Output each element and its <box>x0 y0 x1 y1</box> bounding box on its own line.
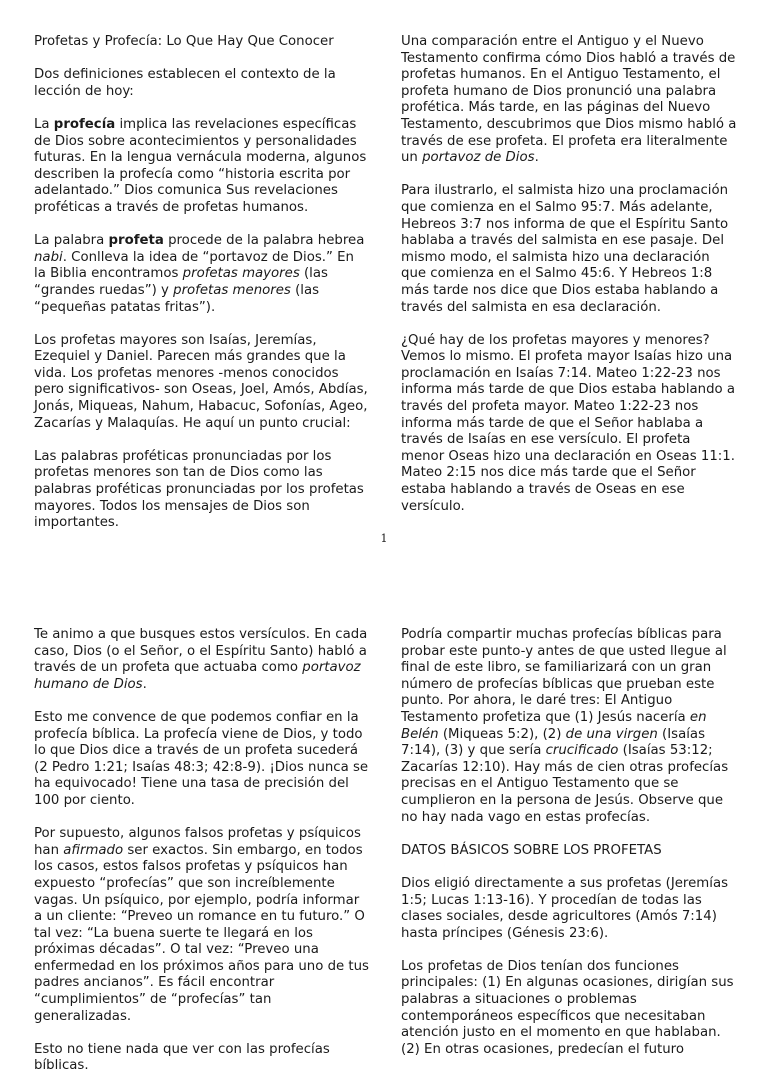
italic-term: profetas mayores <box>182 266 300 282</box>
italic-term: en Belén <box>401 709 707 742</box>
paragraph: Las palabras proféticas pronunciadas por los profetas menores son tan de Dios como las palabras proféticas pronunciadas por los profetas mayores. Todos los mensajes de Dios son importantes. <box>34 448 364 531</box>
page-1-right-column <box>401 34 737 532</box>
paragraph: Los profetas de Dios tenían dos funciones principales: (1) En algunas ocasiones, dirigían sus palabras a situaciones o problemas contemporáneos específicos que necesitaban atención justo en el momento en que hablaban. (2) En otras ocasiones, predecían el futuro <box>401 958 734 1057</box>
paragraph: Para ilustrarlo, el salmista hizo una proclamación que comienza en el Salmo 95:7. Más adelante, Hebreos 3:7 nos informa de que el Espíritu Santo hablaba a través del salmista en ese pasaje. Del mismo modo, el salmista hizo una declaración que comienza en el Salmo 45:6. Y Hebreos 1:8 más tarde nos dice que Dios estaba hablando a través del salmista en esa declaración. <box>401 183 729 315</box>
paragraph: Dos definiciones establecen el contexto de la lección de hoy: <box>34 67 336 99</box>
bold-term: profecía <box>53 116 116 132</box>
italic-term: afirmado <box>63 842 124 858</box>
document-page-2 <box>0 580 768 1074</box>
paragraph: ¿Qué hay de los profetas mayores y menores? Vemos lo mismo. El profeta mayor Isaías hizo una proclamación en Isaías 7:14. Mateo 1:22-23 nos informa más tarde de que Dios estaba hablando a través del profeta mayor. Mateo 1:22-23 nos informa más tarde de que el Señor hablaba a través de Isaías en ese versículo. El profeta menor Oseas hizo una declaración en Oseas 11:1. Mateo 2:15 nos dice más tarde que el Señor estaba hablando a través de Oseas en ese versículo. <box>401 332 736 514</box>
italic-term: crucificado <box>545 743 619 759</box>
italic-term: de una virgen <box>565 726 658 742</box>
paragraph: Esto no tiene nada que ver con las profecías bíblicas. <box>34 1041 330 1074</box>
italic-term: profetas menores <box>173 282 291 298</box>
paragraph: La profecía implica las revelaciones específicas de Dios sobre acontecimientos y personalidades futuras. En la lengua vernácula moderna, algunos describen la profecía como “historia escrita por adelantado.” Dios comunica Sus revelaciones proféticas a través de profetas humanos. <box>34 116 367 215</box>
paragraph: Te animo a que busques estos versículos. En cada caso, Dios (o el Señor, o el Espíritu Santo) habló a través de un profeta que actuaba como portavoz humano de Dios. <box>34 627 368 692</box>
section-heading: DATOS BÁSICOS SOBRE LOS PROFETAS <box>401 842 662 858</box>
paragraph: La palabra profeta procede de la palabra hebrea nabi. Conlleva la idea de “portavoz de Dios.” En la Biblia encontramos profetas mayores (las “grandes ruedas”) y profetas menores (las “pequeñas patatas fritas”). <box>34 233 365 315</box>
paragraph: Por supuesto, algunos falsos profetas y psíquicos han afirmado ser exactos. Sin embargo, en todos los casos, estos falsos profetas y psíquicos han expuesto “profecías” que son increíblemente vagas. Un psíquico, por ejemplo, podría informar a un cliente: “Preveo un romance en tu futuro.” O tal vez: “La buena suerte te llegará en los próximas décadas”. O tal vez: “Preveo una enfermedad en los próximos años para uno de tus padres ancianos”. Es fácil encontrar “cumplimientos” de “profecías” tan generalizadas. <box>34 826 369 1024</box>
bold-term: profeta <box>108 233 164 249</box>
page-number: 1 <box>380 532 388 545</box>
italic-term: portavoz de Dios <box>422 150 535 166</box>
paragraph: Dios eligió directamente a sus profetas (Jeremías 1:5; Lucas 1:13-16). Y procedían de todas las clases sociales, desde agricultores (Amós 7:14) hasta príncipes (Génesis 23:6). <box>401 875 729 941</box>
italic-term: nabi <box>34 249 63 265</box>
paragraph: Esto me convence de que podemos confiar en la profecía bíblica. La profecía viene de Dios, y todo lo que Dios dice a través de un profeta sucederá (2 Pedro 1:21; Isaías 48:3; 42:8-9). ¡Dios nunca se ha equivocado! Tiene una tasa de precisión del 100 por ciento. <box>34 709 369 808</box>
document-title: Profetas y Profecía: Lo Que Hay Que Conocer <box>34 34 334 49</box>
paragraph: Los profetas mayores son Isaías, Jeremías, Ezequiel y Daniel. Parecen más grandes que la vida. Los profetas menores -menos conocidos pero significativos- son Oseas, Joel, Amós, Abdías, Jonás, Miqueas, Nahum, Habacuc, Sofonías, Ageo, Zacarías y Malaquías. He aquí un punto crucial: <box>34 332 368 431</box>
italic-term: portavoz humano de Dios <box>34 660 361 692</box>
paragraph: Podría compartir muchas profecías bíblicas para probar este punto-y antes de que usted llegue al final de este libro, se familiarizará con un gran número de profecías bíblicas que prueban este punto. Por ahora, le daré tres: El Antiguo Testamento profetiza que (1) Jesús nacería en Belén (Miqueas 5:2), (2) de una virgen (Isaías 7:14), (3) y que sería crucificado (Isaías 53:12; Zacarías 12:10). Hay más de cien otras profecías precisas en el Antiguo Testamento que se cumplieron en la persona de Jesús. Observe que no hay nada vago en estas profecías. <box>401 627 729 825</box>
page-1-left-column <box>34 34 370 548</box>
paragraph: Una comparación entre el Antiguo y el Nuevo Testamento confirma cómo Dios habló a través de profetas humanos. En el Antiguo Testamento, el profeta humano de Dios pronunció una palabra profética. Más tarde, en las páginas del Nuevo Testamento, descubrimos que Dios mismo habló a través de ese profeta. El profeta era literalmente un portavoz de Dios. <box>401 34 737 166</box>
page-2-right-column <box>401 627 737 1075</box>
page-2-left-column <box>34 627 370 1092</box>
